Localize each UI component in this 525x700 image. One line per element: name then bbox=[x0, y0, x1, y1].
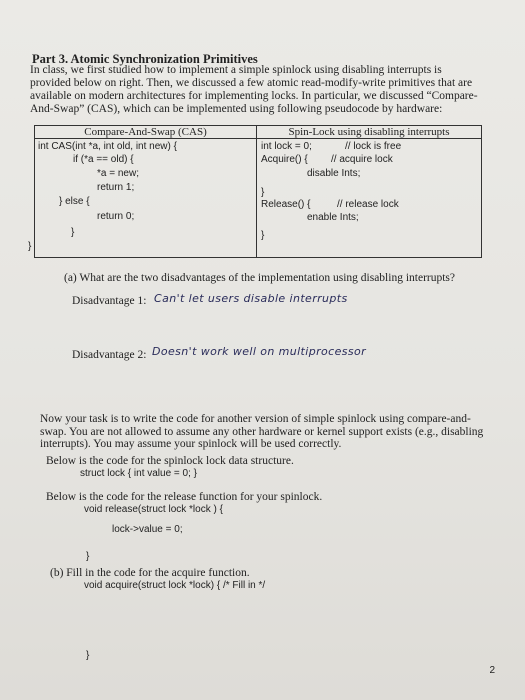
page-number: 2 bbox=[489, 665, 495, 676]
task-paragraph bbox=[40, 413, 483, 451]
release-signature: void release(struct lock *lock ) { bbox=[84, 504, 223, 515]
code-comment: // lock is free bbox=[345, 141, 402, 152]
struct-intro: Below is the code for the spinlock lock data structure. bbox=[46, 455, 294, 467]
intro-line: available on modern architectures for implementing locks. In particular, we discussed “Compare- bbox=[30, 90, 478, 102]
code-line: } bbox=[71, 227, 75, 238]
disadvantage1-label: Disadvantage 1: bbox=[72, 295, 147, 307]
release-intro: Below is the code for the release function for your spinlock. bbox=[46, 491, 323, 503]
task-line: Now your task is to write the code for another version of simple spinlock using compare-and- bbox=[40, 413, 471, 425]
question-b: (b) Fill in the code for the acquire function. bbox=[50, 567, 250, 579]
spinlock-header: Spin-Lock using disabling interrupts bbox=[257, 126, 482, 139]
code-line: if (*a == old) { bbox=[73, 154, 134, 165]
task-line: swap. You are not allowed to assume any other hardware or kernel support exists (e.g., disabling bbox=[40, 425, 484, 438]
question-a: (a) What are the two disadvantages of the implementation using disabling interrupts? bbox=[64, 272, 455, 284]
code-line: return 1; bbox=[97, 182, 135, 193]
task-line: interrupts). You may assume your spinlock will be used correctly. bbox=[40, 438, 342, 450]
code-line: *a = new; bbox=[97, 168, 139, 179]
code-comment: // release lock bbox=[337, 199, 399, 210]
cas-header: Compare-And-Swap (CAS) bbox=[35, 126, 257, 139]
code-line: } else { bbox=[59, 196, 90, 207]
code-line: } bbox=[28, 241, 32, 252]
section-heading: Part 3. Atomic Synchronization Primitives bbox=[32, 52, 258, 66]
acquire-signature: void acquire(struct lock *lock) { /* Fill in */ bbox=[84, 580, 266, 591]
code-comment: // acquire lock bbox=[331, 154, 393, 165]
code-line: } bbox=[261, 187, 265, 198]
cas-code-cell bbox=[35, 139, 257, 258]
code-line: return 0; bbox=[97, 211, 135, 222]
code-line: Acquire() { bbox=[261, 154, 308, 165]
acquire-close: } bbox=[86, 650, 90, 661]
code-line: enable Ints; bbox=[307, 212, 359, 223]
release-body: lock->value = 0; bbox=[112, 524, 183, 535]
disadvantage2-label: Disadvantage 2: bbox=[72, 349, 147, 361]
release-close: } bbox=[86, 551, 90, 562]
disadvantage1-answer: Can't let users disable interrupts bbox=[154, 292, 348, 305]
intro-line: provided below on right. Then, we discussed a few atomic read-modify-write primitives that are bbox=[30, 77, 473, 89]
pseudocode-table bbox=[34, 125, 482, 258]
code-line: int lock = 0; bbox=[261, 141, 312, 152]
code-line: int CAS(int *a, int old, int new) { bbox=[38, 141, 177, 152]
struct-code: struct lock { int value = 0; } bbox=[80, 468, 198, 479]
intro-paragraph bbox=[30, 64, 500, 116]
code-line: Release() { bbox=[261, 199, 311, 210]
intro-line: And-Swap” (CAS), which can be implemented using following pseudocode by hardware: bbox=[30, 103, 443, 115]
disadvantage2-answer: Doesn't work well on multiprocessor bbox=[152, 345, 367, 358]
code-line: disable Ints; bbox=[307, 168, 361, 179]
intro-line: In class, we first studied how to implement a simple spinlock using disabling interrupts is bbox=[30, 64, 442, 76]
spinlock-code-cell bbox=[257, 139, 482, 258]
code-line: } bbox=[261, 230, 265, 241]
